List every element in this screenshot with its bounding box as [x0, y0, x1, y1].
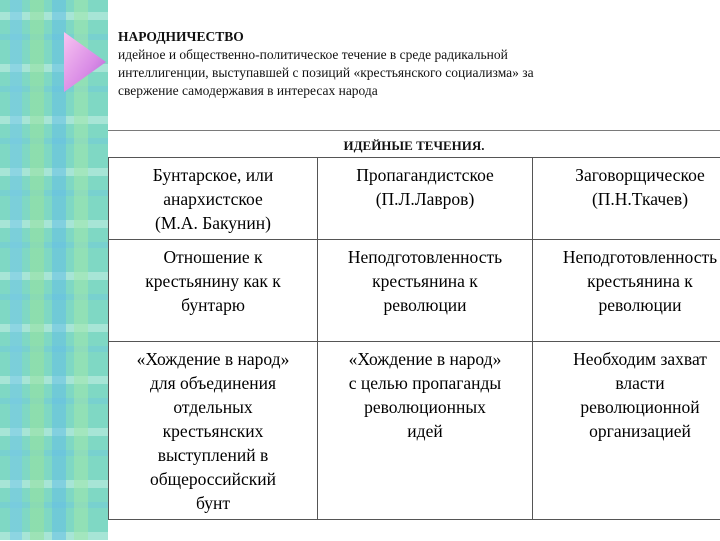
cell-line: Пропагандистское: [322, 163, 528, 187]
cell-line: Отношение к: [113, 245, 313, 269]
cell-line: крестьянских: [113, 419, 313, 443]
cell-line: бунт: [113, 491, 313, 515]
cell-line: власти: [537, 371, 720, 395]
definition-line: свержение самодержавия в интересах народа: [118, 82, 708, 100]
definition-line: идейное и общественно-политическое течение в среде радикальной: [118, 46, 708, 64]
cell-line: революционной: [537, 395, 720, 419]
cell-line: Неподготовленность: [537, 245, 720, 269]
cell-line: анархистское: [113, 187, 313, 211]
header: [118, 28, 708, 100]
cell-line: Необходим захват: [537, 347, 720, 371]
cell-line: (М.А. Бакунин): [113, 211, 313, 235]
cell-line: Бунтарское, или: [113, 163, 313, 187]
cell-line: революционных: [322, 395, 528, 419]
cell-line: идей: [322, 419, 528, 443]
table-row: [109, 240, 720, 342]
cell-line: «Хождение в народ»: [322, 347, 528, 371]
cell-line: (П.Л.Лавров): [322, 187, 528, 211]
cell-line: революции: [537, 293, 720, 317]
currents-table: [108, 157, 720, 520]
section-title: ИДЕЙНЫЕ ТЕЧЕНИЯ.: [108, 138, 720, 154]
table-cell: [533, 158, 720, 240]
definition-line: интеллигенции, выступавшей с позиций «крестьянского социализма» за: [118, 64, 708, 82]
triangle-arrow-icon: [62, 30, 108, 94]
cell-line: крестьянина к: [322, 269, 528, 293]
table-cell: [318, 240, 533, 342]
table-cell: [109, 158, 318, 240]
cell-line: для объединения: [113, 371, 313, 395]
cell-line: (П.Н.Ткачев): [537, 187, 720, 211]
table-cell: [318, 158, 533, 240]
cell-line: общероссийский: [113, 467, 313, 491]
table-cell: [318, 342, 533, 520]
cell-line: крестьянина к: [537, 269, 720, 293]
cell-line: революции: [322, 293, 528, 317]
table-cell: [109, 240, 318, 342]
page-title: НАРОДНИЧЕСТВО: [118, 28, 708, 46]
cell-line: с целью пропаганды: [322, 371, 528, 395]
cell-line: «Хождение в народ»: [113, 347, 313, 371]
table-cell: [533, 342, 720, 520]
cell-line: крестьянину как к: [113, 269, 313, 293]
cell-line: отдельных: [113, 395, 313, 419]
cell-line: выступлений в: [113, 443, 313, 467]
cell-line: бунтарю: [113, 293, 313, 317]
cell-line: Неподготовленность: [322, 245, 528, 269]
cell-line: Заговорщическое: [537, 163, 720, 187]
table-cell: [109, 342, 318, 520]
definition: [118, 46, 708, 100]
table-row: [109, 158, 720, 240]
cell-line: организацией: [537, 419, 720, 443]
table-cell: [533, 240, 720, 342]
table-row: [109, 342, 720, 520]
